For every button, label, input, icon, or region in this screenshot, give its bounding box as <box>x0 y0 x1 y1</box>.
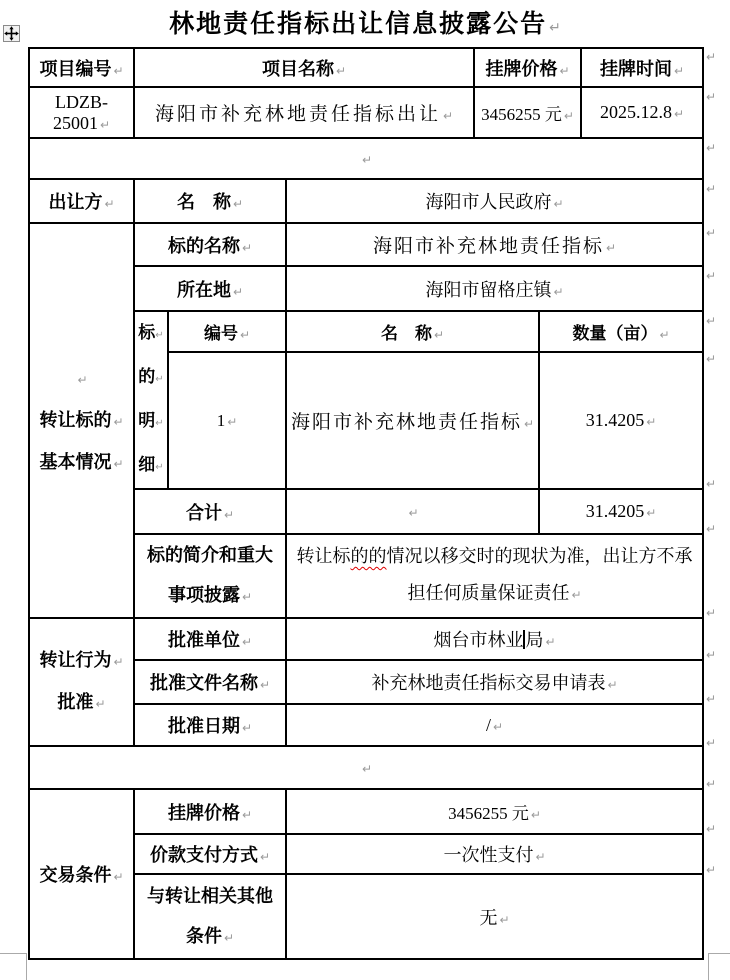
paragraph-mark-icon: ↵ <box>408 506 419 520</box>
cell-end-mark-icon: ↵ <box>155 462 164 473</box>
cell-end-mark-icon: ↵ <box>241 635 253 649</box>
empty-row[interactable] <box>29 138 703 179</box>
header-project-name[interactable]: 项目名称 ↵ <box>134 48 474 87</box>
row-end-mark-icon: ↵ <box>706 822 717 836</box>
label-approval-doc[interactable]: 批准文件名称 ↵ <box>134 660 286 704</box>
document-title-row <box>0 4 730 40</box>
row-end-mark-icon: ↵ <box>706 477 717 491</box>
paragraph-mark-icon: ↵ <box>361 153 373 167</box>
label-transferor-name[interactable]: 名 称 ↵ <box>134 179 286 223</box>
value-location[interactable]: 海阳市留格庄镇 ↵ <box>286 266 703 311</box>
header-listing-price[interactable]: 挂牌价格 ↵ <box>474 48 581 87</box>
value-other-conditions[interactable]: 无 ↵ <box>286 874 703 959</box>
row-end-mark-icon: ↵ <box>706 777 717 791</box>
row-end-mark-icon: ↵ <box>706 648 717 662</box>
cell-end-mark-icon: ↵ <box>659 328 670 343</box>
cell-end-mark-icon: ↵ <box>607 678 618 692</box>
row-end-mark-icon: ↵ <box>706 269 717 283</box>
detail-row-no[interactable]: 1 ↵ <box>168 352 286 489</box>
cell-end-mark-icon: ↵ <box>559 63 570 78</box>
cell-end-mark-icon: ↵ <box>241 721 253 735</box>
cell-end-mark-icon: ↵ <box>492 719 504 734</box>
cell-end-mark-icon: ↵ <box>113 456 124 471</box>
row-end-mark-icon: ↵ <box>706 736 717 750</box>
section-conditions[interactable]: 交易条件 ↵ <box>29 789 134 959</box>
cell-end-mark-icon: ↵ <box>113 870 124 884</box>
cell-end-mark-icon: ↵ <box>239 328 251 343</box>
value-project-name[interactable]: 海阳市补充林地责任指标出让 ↵ <box>134 87 474 138</box>
detail-header-name[interactable]: 名 称 ↵ <box>286 311 539 352</box>
cell-end-mark-icon: ↵ <box>646 415 657 430</box>
header-listing-time[interactable]: 挂牌时间 ↵ <box>581 48 703 87</box>
cell-end-mark-icon: ↵ <box>155 418 164 429</box>
cell-end-mark-icon: ↵ <box>241 807 253 822</box>
cell-end-mark-icon: ↵ <box>99 117 111 132</box>
cell-end-mark-icon: ↵ <box>563 109 574 123</box>
value-transferor-name[interactable]: 海阳市人民政府 ↵ <box>286 179 703 223</box>
row-end-mark-icon: ↵ <box>706 863 717 877</box>
row-end-mark-icon: ↵ <box>706 50 717 64</box>
header-project-no[interactable]: 项目编号 ↵ <box>29 48 134 87</box>
value-subject-intro[interactable]: 转让标的的情况以移交时的现状为准，出让方不承担任何质量保证责任 ↵ <box>286 534 703 618</box>
value-approval-doc[interactable]: 补充林地责任指标交易申请表 ↵ <box>286 660 703 704</box>
cell-end-mark-icon: ↵ <box>113 414 124 429</box>
paragraph-mark-icon: ↵ <box>549 20 561 36</box>
detail-row-name[interactable]: 海阳市补充林地责任指标 ↵ <box>286 352 539 489</box>
cell-end-mark-icon: ↵ <box>113 63 124 78</box>
cell-end-mark-icon: ↵ <box>535 850 546 864</box>
cell-end-mark-icon: ↵ <box>499 912 510 927</box>
label-payment-method[interactable]: 价款支付方式 ↵ <box>134 834 286 874</box>
cell-end-mark-icon: ↵ <box>241 240 253 255</box>
cell-end-mark-icon: ↵ <box>259 678 271 692</box>
empty-row[interactable] <box>29 746 703 789</box>
label-approval-date[interactable]: 批准日期 ↵ <box>134 704 286 746</box>
page-margin-corner-left <box>0 953 27 980</box>
row-end-mark-icon: ↵ <box>706 141 717 155</box>
label-conditions-price[interactable]: 挂牌价格 ↵ <box>134 789 286 834</box>
disclosure-table <box>28 47 704 960</box>
table-move-handle-icon[interactable] <box>3 25 20 42</box>
document-title[interactable]: 林地责任指标出让信息披露公告 <box>169 11 548 38</box>
cell-end-mark-icon: ↵ <box>433 328 445 343</box>
row-end-mark-icon: ↵ <box>706 606 717 620</box>
cell-end-mark-icon: ↵ <box>335 63 347 78</box>
cell-end-mark-icon: ↵ <box>553 197 564 211</box>
section-approval[interactable]: 转让行为 ↵ 批准 ↵ <box>29 618 134 746</box>
label-subject-name[interactable]: 标的名称 ↵ <box>134 223 286 266</box>
label-other-conditions[interactable]: 与转让相关其他 条件 ↵ <box>134 874 286 959</box>
row-end-mark-icon: ↵ <box>706 314 717 328</box>
paragraph-mark-icon: ↵ <box>361 762 373 776</box>
paragraph-mark-icon: ↵ <box>77 372 88 387</box>
row-end-mark-icon: ↵ <box>706 226 717 240</box>
cell-end-mark-icon: ↵ <box>227 414 238 429</box>
cell-end-mark-icon: ↵ <box>232 284 244 299</box>
cell-end-mark-icon: ↵ <box>553 284 564 299</box>
cell-end-mark-icon: ↵ <box>241 590 253 604</box>
cell-end-mark-icon: ↵ <box>95 697 106 711</box>
detail-header-qty[interactable]: 数量（亩） ↵ <box>539 311 703 352</box>
value-payment-method[interactable]: 一次性支付 ↵ <box>286 834 703 874</box>
cell-end-mark-icon: ↵ <box>259 850 271 864</box>
total-name-empty[interactable] <box>286 489 539 534</box>
label-subject-intro[interactable]: 标的简介和重大 事项披露 ↵ <box>134 534 286 618</box>
row-end-mark-icon: ↵ <box>706 692 717 706</box>
section-transferor[interactable]: 出让方 ↵ <box>29 179 134 223</box>
cell-end-mark-icon: ↵ <box>155 374 164 385</box>
cell-end-mark-icon: ↵ <box>673 63 685 78</box>
total-qty[interactable]: 31.4205 ↵ <box>539 489 703 534</box>
detail-row-qty[interactable]: 31.4205 ↵ <box>539 352 703 489</box>
value-project-no[interactable]: LDZB-25001 ↵ <box>29 87 134 138</box>
label-total[interactable]: 合计 ↵ <box>134 489 286 534</box>
value-subject-name[interactable]: 海阳市补充林地责任指标 ↵ <box>286 223 703 266</box>
label-location[interactable]: 所在地 ↵ <box>134 266 286 311</box>
cell-end-mark-icon: ↵ <box>605 241 617 255</box>
spellcheck-underlined-text: 的的 <box>350 546 387 566</box>
cell-end-mark-icon: ↵ <box>232 197 244 211</box>
cell-end-mark-icon: ↵ <box>646 506 657 520</box>
cell-end-mark-icon: ↵ <box>223 930 235 945</box>
cell-end-mark-icon: ↵ <box>223 507 235 522</box>
row-end-mark-icon: ↵ <box>706 522 717 536</box>
detail-header-no[interactable]: 编号 ↵ <box>168 311 286 352</box>
cell-end-mark-icon: ↵ <box>571 588 582 602</box>
row-end-mark-icon: ↵ <box>706 182 717 196</box>
label-subject-detail[interactable]: 标↵ 的↵ 明↵ 细↵ <box>134 311 168 489</box>
value-approval-unit[interactable]: 烟台市林业 局 ↵ <box>286 618 703 660</box>
value-listing-time[interactable]: 2025.12.8 ↵ <box>581 87 703 138</box>
cell-end-mark-icon: ↵ <box>530 808 541 822</box>
page-margin-corner-right <box>708 953 730 980</box>
row-end-mark-icon: ↵ <box>706 90 717 104</box>
cell-end-mark-icon: ↵ <box>155 330 164 341</box>
section-subject-basic-info[interactable]: ↵ 转让标的 ↵ 基本情况 ↵ <box>29 223 134 618</box>
cell-end-mark-icon: ↵ <box>545 635 556 649</box>
value-listing-price[interactable]: 3456255 元 ↵ <box>474 87 581 138</box>
cell-end-mark-icon: ↵ <box>104 197 115 211</box>
cell-end-mark-icon: ↵ <box>523 417 535 432</box>
label-approval-unit[interactable]: 批准单位 ↵ <box>134 618 286 660</box>
cell-end-mark-icon: ↵ <box>673 107 685 121</box>
row-end-mark-icon: ↵ <box>706 352 717 366</box>
cell-end-mark-icon: ↵ <box>113 655 124 669</box>
value-approval-date[interactable]: / ↵ <box>286 704 703 746</box>
cell-end-mark-icon: ↵ <box>442 109 454 123</box>
value-conditions-price[interactable]: 3456255 元 ↵ <box>286 789 703 834</box>
